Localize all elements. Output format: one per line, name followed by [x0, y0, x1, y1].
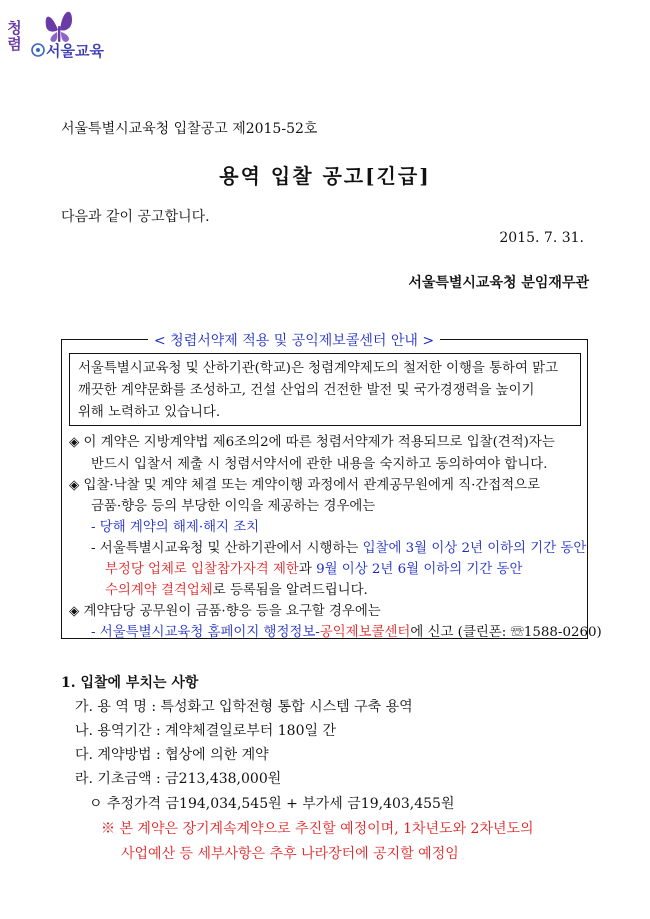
- notice-box-line: 깨끗한 계약문화를 조성하고, 건설 산업의 건전한 발전 및 국가경쟁력을 높이기: [78, 383, 535, 398]
- notice-bullet-1-line-1: ◈ 이 계약은 지방계약법 제6조의2에 따른 청렴서약제가 적용되므로 입찰(견적)자는: [69, 435, 555, 450]
- restriction-text-b: 입찰에 3월 이상 2년 이하의 기간 동안: [362, 541, 587, 556]
- sub-item-dash: -: [91, 541, 100, 556]
- section-item-service-period: 나. 용역기간 : 계약체결일로부터 180일 간: [75, 723, 336, 739]
- restriction-text-a: 서울특별시교육청 및 산하기관에서 시행하는: [99, 541, 363, 556]
- section-item-estimated-price: ㅇ 추정가격 금194,034,545원 + 부가세 금19,403,455원: [89, 796, 455, 812]
- notice-bullet-2-line-1: ◈ 입찰·낙찰 및 계약 체결 또는 계약이행 과정에서 관계공무원에게 직·간접적으로: [69, 478, 541, 493]
- report-text-c: 에 신고 (클린폰: ☏1588-0260): [410, 625, 602, 640]
- page-title: 용역 입찰 공고[긴급]: [219, 164, 431, 188]
- section-note-line-2: 사업예산 등 세부사항은 추후 나라장터에 공지할 예정임: [121, 846, 459, 862]
- announcement-date: 2015. 7. 31.: [499, 230, 584, 246]
- issuer-name: 서울특별시교육청 분임재무관: [408, 275, 589, 291]
- notice-box-line: 서울특별시교육청 및 산하기관(학교)은 청렴계약제도의 철저한 이행을 통하여 맑고: [78, 361, 559, 376]
- section-item-base-amount: 라. 기초금액 : 금213,438,000원: [75, 771, 282, 787]
- report-text-a: 서울특별시교육청 홈페이지 행정정보-: [99, 625, 320, 640]
- restriction-text-c: 부정당 업체로 입찰참가자격 제한: [105, 562, 299, 577]
- notice-title: < 청렴서약제 적용 및 공익제보콜센터 안내 >: [148, 330, 440, 350]
- notice-sub-item-restriction-line-3: [105, 579, 368, 598]
- notice-box-line: 위해 노력하고 있습니다.: [78, 405, 221, 420]
- restriction-text-e: 9월 이상 2년 6월 이하의 기간 동안: [316, 562, 523, 577]
- restriction-text-g: 로 등록됨을 알려드립니다.: [212, 583, 368, 598]
- notice-sub-item-termination: [91, 516, 259, 535]
- restriction-text-d: 과: [298, 562, 317, 577]
- intro-text: 다음과 같이 공고합니다.: [61, 209, 210, 225]
- sub-item-dash: -: [91, 520, 100, 535]
- logo-text-cheongryeom: 청렴: [5, 20, 23, 52]
- sub-item-dash: -: [91, 625, 100, 640]
- section-item-contract-method: 다. 계약방법 : 협상에 의한 계약: [75, 747, 269, 763]
- restriction-text-f: 수의계약 결격업체: [105, 583, 213, 598]
- notice-bullet-2-line-2: 금품·향응 등의 부당한 이익을 제공하는 경우에는: [91, 499, 376, 514]
- notice-bullet-3-line-1: ◈ 계약담당 공무원이 금품·향응 등을 요구할 경우에는: [69, 604, 381, 619]
- report-text-callcenter: 공익제보콜센터: [319, 625, 411, 640]
- notice-sub-item-restriction-line-1: [91, 537, 586, 556]
- notice-sub-item-report: [91, 621, 602, 640]
- notice-sub-item-restriction-line-2: [105, 558, 522, 577]
- section-1-heading: 1. 입찰에 부치는 사항: [61, 675, 199, 691]
- section-item-service-name: 가. 용 역 명 : 특성화고 입학전형 통합 시스템 구축 용역: [75, 699, 413, 715]
- notice-inner-box: [69, 353, 581, 426]
- section-note-line-1: ※ 본 계약은 장기계속계약으로 추진할 예정이며, 1차년도와 2차년도의: [101, 821, 534, 837]
- announcement-number: 서울특별시교육청 입찰공고 제2015-52호: [61, 121, 318, 137]
- notice-bullet-1-line-2: 반드시 입찰서 제출 시 청렴서약서에 관한 내용을 숙지하고 동의하여야 합니다.: [91, 457, 548, 472]
- sub-item-termination-text: 당해 계약의 해제·해지 조치: [99, 520, 260, 535]
- cheongryeom-seoul-education-logo: [0, 0, 104, 72]
- logo-text-seoul-education: 서울교육: [46, 42, 104, 60]
